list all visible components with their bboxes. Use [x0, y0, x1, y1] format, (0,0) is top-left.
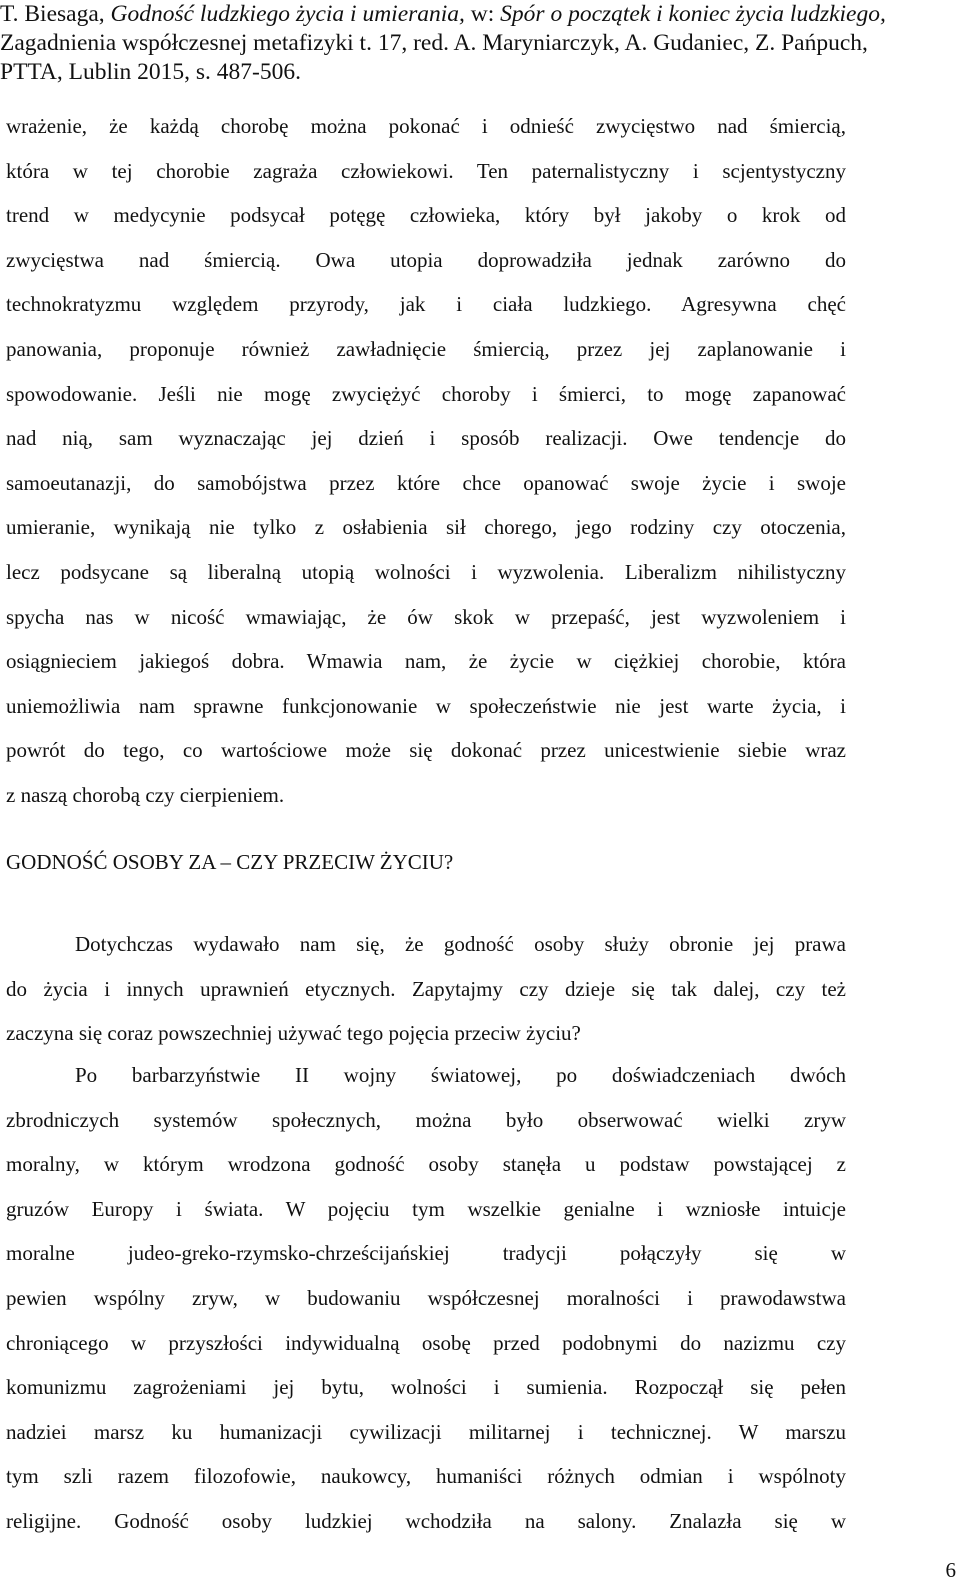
- page-number: 6: [945, 1558, 956, 1582]
- citation-author: T. Biesaga,: [0, 1, 111, 27]
- text-line: spycha nas w nicość wmawiając, że ów skok w przepaść, jest wyzwoleniem i: [6, 604, 846, 629]
- text-line: moralne judeo-greko-rzymsko-chrześcijańskiej tradycji połączyły się w: [6, 1241, 846, 1266]
- citation-article-title: Godność ludzkiego życia i umierania,: [110, 1, 465, 27]
- text-line: tym szli razem filozofowie, naukowcy, humaniści różnych odmian i wspólnoty: [6, 1464, 846, 1489]
- text-line: z naszą chorobą czy cierpieniem.: [6, 782, 285, 807]
- text-line: Dotychczas wydawało nam się, że godność osoby służy obronie jej prawa: [75, 932, 846, 956]
- text-line: powrót do tego, co wartościowe może się dokonać przez unicestwienie siebie wraz: [6, 738, 846, 763]
- citation-in: w:: [464, 1, 501, 27]
- paragraph-2: [6, 922, 846, 1056]
- text-line: zbrodniczych systemów społecznych, można było obserwować wielki zryw: [6, 1107, 846, 1132]
- text-line: pewien wspólny zryw, w budowaniu współczesnej moralności i prawodawstwa: [6, 1285, 846, 1310]
- text-line: która w tej chorobie zagraża człowiekowi. Ten paternalistyczny i scjentystyczny: [6, 158, 846, 183]
- text-line: umieranie, wynikają nie tylko z osłabienia sił chorego, jego rodziny czy otoczenia,: [6, 515, 846, 540]
- text-line: trend w medycynie podsycał potęgę człowieka, który był jakoby o krok od: [6, 203, 846, 228]
- paragraph-3: [6, 1053, 846, 1544]
- paragraph-1: [6, 104, 846, 818]
- text-line: osiągnieciem jakiegoś dobra. Wmawia nam, że życie w ciężkiej chorobie, która: [6, 649, 846, 674]
- text-line: komunizmu zagrożeniami jej bytu, wolności i sumienia. Rozpoczął się pełen: [6, 1375, 846, 1400]
- text-line: panowania, proponuje również zawładnięcie śmiercią, przez jej zaplanowanie i: [6, 336, 846, 361]
- citation-line-2: Zagadnienia współczesnej metafizyki t. 17, red. A. Maryniarczyk, A. Gudaniec, Z. Pańpuch,: [0, 30, 868, 56]
- text-line: wrażenie, że każdą chorobę można pokonać i odnieść zwycięstwo nad śmiercią,: [6, 114, 846, 138]
- text-line: technokratyzmu względem przyrody, jak i ciała ludzkiego. Agresywna chęć: [6, 292, 846, 317]
- text-line: moralny, w którym wrodzona godność osoby stanęła u podstaw powstającej z: [6, 1152, 846, 1177]
- text-line: zaczyna się coraz powszechniej używać tego pojęcia przeciw życiu?: [6, 1021, 581, 1046]
- text-line: spowodowanie. Jeśli nie mogę zwyciężyć choroby i śmierci, to mogę zapanować: [6, 381, 846, 406]
- text-line: nad nią, sam wyznaczając jej dzień i sposób realizacji. Owe tendencje do: [6, 426, 846, 451]
- text-line: chroniącego w przyszłości indywidualną osobę przed podobnymi do nazizmu czy: [6, 1330, 846, 1355]
- text-line: lecz podsycane są liberalną utopią wolności i wyzwolenia. Liberalizm nihilistyczny: [6, 559, 846, 584]
- text-line: do życia i innych uprawnień etycznych. Zapytajmy czy dzieje się tak dalej, czy też: [6, 976, 846, 1001]
- text-line: samoeutanazji, do samobójstwa przez które chce opanować swoje życie i swoje: [6, 470, 846, 495]
- text-line: gruzów Europy i świata. W pojęciu tym wszelkie genialne i wzniosłe intuicje: [6, 1196, 846, 1221]
- text-line: zwycięstwa nad śmiercią. Owa utopia doprowadziła jednak zarówno do: [6, 247, 846, 272]
- citation-line-3: PTTA, Lublin 2015, s. 487-506.: [0, 59, 302, 85]
- text-line: religijne. Godność osoby ludzkiej wchodziła na salony. Znalazła się w: [6, 1508, 846, 1533]
- text-line: Po barbarzyństwie II wojny światowej, po doświadczeniach dwóch: [75, 1063, 846, 1087]
- citation-header: [0, 0, 955, 87]
- text-line: uniemożliwia nam sprawne funkcjonowanie w społeczeństwie nie jest warte życia, i: [6, 693, 846, 718]
- text-line: nadziei marsz ku humanizacji cywilizacji militarnej i technicznej. W marszu: [6, 1419, 846, 1444]
- section-heading: GODNOŚĆ OSOBY ZA – CZY PRZECIW ŻYCIU?: [6, 850, 454, 874]
- citation-book-title: Spór o początek i koniec życia ludzkiego,: [500, 1, 886, 27]
- citation-line-1: [0, 0, 955, 29]
